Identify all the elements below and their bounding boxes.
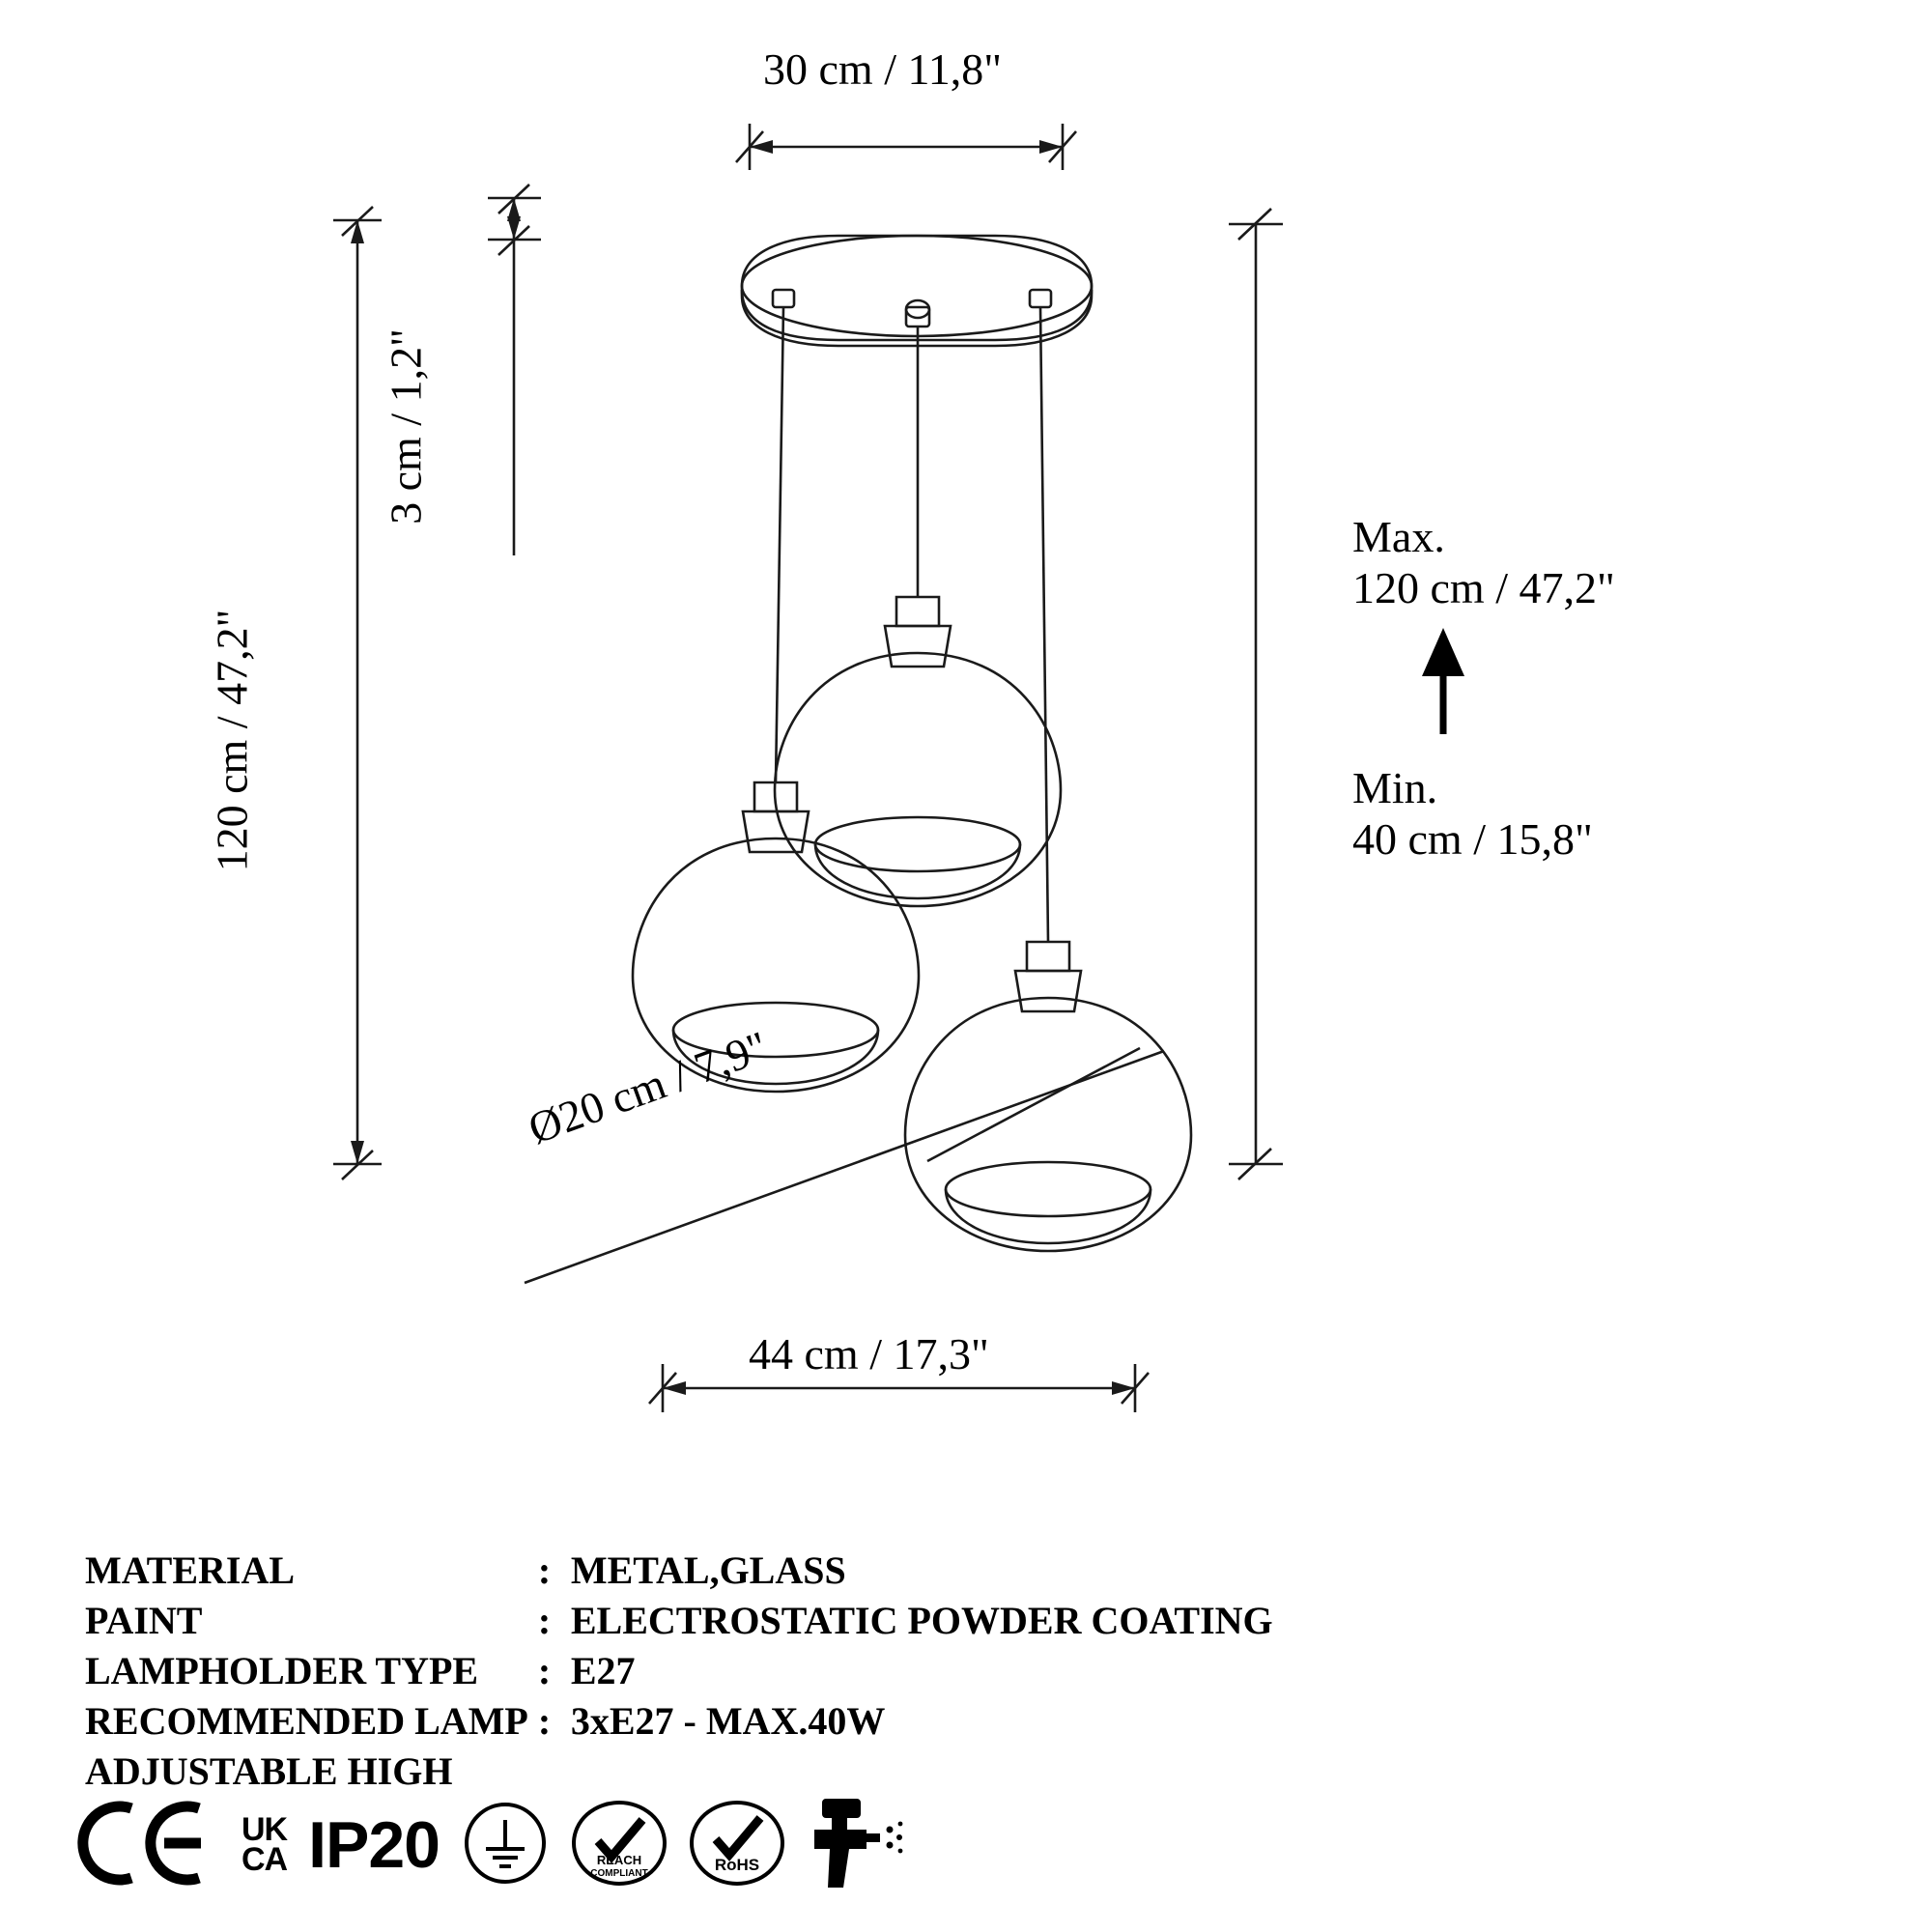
dimension-max-height	[1352, 512, 1615, 614]
table-row	[85, 1546, 1273, 1596]
spec-value: E27	[570, 1649, 636, 1692]
dimension-shade-diameter: Ø20 cm / 7,9"	[522, 1021, 775, 1153]
spec-note: ADJUSTABLE HIGH	[85, 1749, 453, 1793]
spec-colon: :	[537, 1599, 552, 1642]
max-value: 120 cm / 47,2"	[1352, 562, 1615, 612]
spec-value: ELECTROSTATIC POWDER COATING	[570, 1599, 1273, 1642]
rohs-badge-icon	[689, 1799, 785, 1892]
ce-mark-icon	[75, 1799, 220, 1892]
spec-key: LAMPHOLDER TYPE	[85, 1649, 479, 1692]
certification-logo-strip	[75, 1792, 907, 1898]
ukca-top-line: UK	[242, 1810, 288, 1848]
min-value: 40 cm / 15,8"	[1352, 813, 1593, 864]
table-row	[85, 1596, 1273, 1646]
dimension-min-height	[1352, 763, 1593, 866]
table-row	[85, 1646, 1273, 1696]
spec-colon: :	[537, 1548, 552, 1592]
svg-text:RoHS: RoHS	[714, 1855, 760, 1874]
max-label: Max.	[1352, 512, 1445, 561]
spec-key: MATERIAL	[85, 1548, 296, 1592]
powder-coating-spray-gun-icon	[807, 1795, 907, 1896]
ip-rating-label: IP20	[308, 1808, 440, 1882]
earth-ground-symbol-icon	[461, 1799, 550, 1892]
dimension-total-height: 120 cm / 47,2"	[207, 609, 257, 872]
reach-compliant-badge-icon	[571, 1799, 668, 1892]
specification-table	[85, 1546, 1273, 1797]
table-row	[85, 1747, 1273, 1797]
spec-colon: :	[537, 1649, 552, 1692]
dimension-bottom-width: 44 cm / 17,3"	[749, 1329, 989, 1378]
ukca-bottom-line: CA	[242, 1841, 288, 1878]
spec-value: 3xE27 - MAX.40W	[570, 1699, 886, 1743]
min-label: Min.	[1352, 763, 1438, 812]
svg-text:COMPLIANT: COMPLIANT	[590, 1867, 648, 1879]
svg-text:REACH: REACH	[596, 1852, 642, 1867]
table-row	[85, 1696, 1273, 1747]
spec-value: METAL,GLASS	[570, 1548, 846, 1592]
spec-key: RECOMMENDED LAMP	[85, 1699, 528, 1743]
dimension-canopy-height: 3 cm / 1,2"	[381, 328, 431, 525]
dimension-top-width: 30 cm / 11,8"	[763, 44, 1003, 94]
spec-key: PAINT	[85, 1599, 203, 1642]
ukca-mark-icon	[242, 1810, 288, 1878]
spec-colon: :	[537, 1699, 552, 1743]
